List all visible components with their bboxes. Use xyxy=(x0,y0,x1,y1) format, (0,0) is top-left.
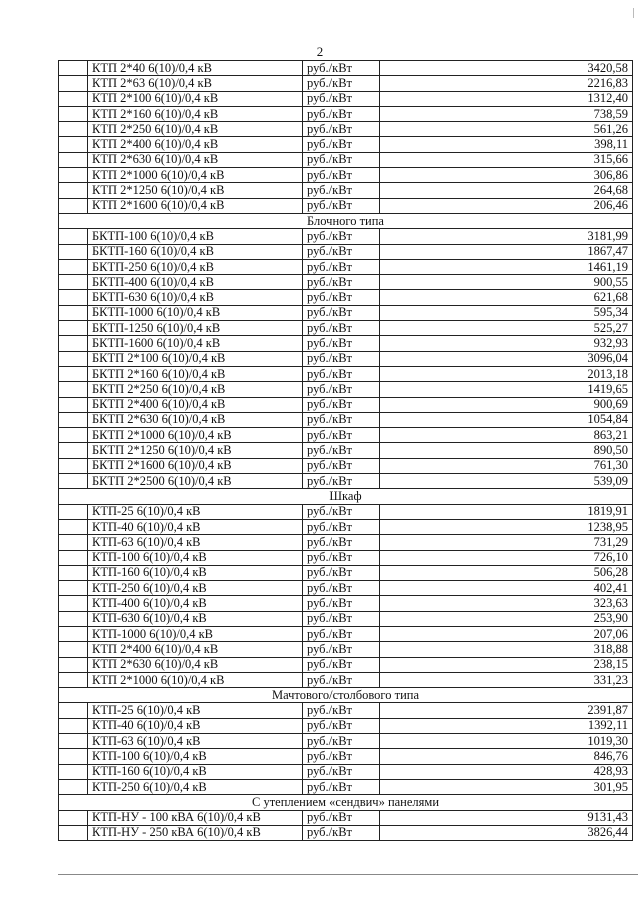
unit-cell: руб./кВт xyxy=(303,810,380,825)
table-row xyxy=(59,106,633,121)
blank-cell xyxy=(59,642,88,657)
blank-cell xyxy=(59,397,88,412)
unit-cell: руб./кВт xyxy=(303,764,380,779)
table-row xyxy=(59,61,633,76)
rate-value-cell: 900,69 xyxy=(380,397,633,412)
unit-cell: руб./кВт xyxy=(303,321,380,336)
equipment-name-cell: КТП-100 6(10)/0,4 кВ xyxy=(88,550,303,565)
table-row xyxy=(59,229,633,244)
rate-value-cell: 1238,95 xyxy=(380,519,633,534)
rate-value-cell: 264,68 xyxy=(380,183,633,198)
equipment-name-cell: КТП 2*1000 6(10)/0,4 кВ xyxy=(88,672,303,687)
unit-cell: руб./кВт xyxy=(303,718,380,733)
rate-value-cell: 738,59 xyxy=(380,106,633,121)
equipment-name-cell: БКТП 2*1250 6(10)/0,4 кВ xyxy=(88,443,303,458)
table-row xyxy=(59,412,633,427)
equipment-name-cell: БКТП-1250 6(10)/0,4 кВ xyxy=(88,321,303,336)
rate-value-cell: 932,93 xyxy=(380,336,633,351)
table-row xyxy=(59,734,633,749)
unit-cell: руб./кВт xyxy=(303,535,380,550)
equipment-name-cell: КТП-40 6(10)/0,4 кВ xyxy=(88,519,303,534)
table-row xyxy=(59,305,633,320)
rate-value-cell: 323,63 xyxy=(380,596,633,611)
unit-cell: руб./кВт xyxy=(303,76,380,91)
section-title: Блочного типа xyxy=(59,213,633,228)
rate-value-cell: 595,34 xyxy=(380,305,633,320)
blank-cell xyxy=(59,321,88,336)
equipment-name-cell: БКТП-1000 6(10)/0,4 кВ xyxy=(88,305,303,320)
blank-cell xyxy=(59,366,88,381)
rate-value-cell: 301,95 xyxy=(380,779,633,794)
rate-value-cell: 1867,47 xyxy=(380,244,633,259)
unit-cell: руб./кВт xyxy=(303,91,380,106)
rate-value-cell: 890,50 xyxy=(380,443,633,458)
blank-cell xyxy=(59,764,88,779)
blank-cell xyxy=(59,275,88,290)
rate-value-cell: 428,93 xyxy=(380,764,633,779)
blank-cell xyxy=(59,229,88,244)
equipment-name-cell: КТП 2*630 6(10)/0,4 кВ xyxy=(88,152,303,167)
table-row xyxy=(59,290,633,305)
equipment-name-cell: КТП-25 6(10)/0,4 кВ xyxy=(88,504,303,519)
table-row xyxy=(59,535,633,550)
blank-cell xyxy=(59,565,88,580)
rate-value-cell: 863,21 xyxy=(380,428,633,443)
blank-cell xyxy=(59,290,88,305)
unit-cell: руб./кВт xyxy=(303,428,380,443)
rate-value-cell: 2391,87 xyxy=(380,703,633,718)
unit-cell: руб./кВт xyxy=(303,703,380,718)
table-row xyxy=(59,122,633,137)
unit-cell: руб./кВт xyxy=(303,61,380,76)
rate-value-cell: 3181,99 xyxy=(380,229,633,244)
unit-cell: руб./кВт xyxy=(303,259,380,274)
table-row xyxy=(59,336,633,351)
blank-cell xyxy=(59,259,88,274)
blank-cell xyxy=(59,703,88,718)
equipment-name-cell: БКТП-100 6(10)/0,4 кВ xyxy=(88,229,303,244)
blank-cell xyxy=(59,611,88,626)
blank-cell xyxy=(59,351,88,366)
equipment-name-cell: КТП-НУ - 250 кВА 6(10)/0,4 кВ xyxy=(88,825,303,840)
blank-cell xyxy=(59,458,88,473)
section-header-row xyxy=(59,688,633,703)
equipment-name-cell: КТП 2*63 6(10)/0,4 кВ xyxy=(88,76,303,91)
blank-cell xyxy=(59,734,88,749)
equipment-name-cell: БКТП-250 6(10)/0,4 кВ xyxy=(88,259,303,274)
rate-value-cell: 331,23 xyxy=(380,672,633,687)
blank-cell xyxy=(59,504,88,519)
equipment-name-cell: КТП 2*630 6(10)/0,4 кВ xyxy=(88,657,303,672)
blank-cell xyxy=(59,183,88,198)
unit-cell: руб./кВт xyxy=(303,596,380,611)
table-row xyxy=(59,672,633,687)
unit-cell: руб./кВт xyxy=(303,504,380,519)
unit-cell: руб./кВт xyxy=(303,137,380,152)
blank-cell xyxy=(59,168,88,183)
section-title: С утеплением «сендвич» панелями xyxy=(59,795,633,810)
table-row xyxy=(59,764,633,779)
blank-cell xyxy=(59,443,88,458)
equipment-name-cell: КТП 2*160 6(10)/0,4 кВ xyxy=(88,106,303,121)
equipment-name-cell: КТП 2*250 6(10)/0,4 кВ xyxy=(88,122,303,137)
blank-cell xyxy=(59,336,88,351)
section-title: Шкаф xyxy=(59,489,633,504)
blank-cell xyxy=(59,106,88,121)
blank-cell xyxy=(59,122,88,137)
table-row xyxy=(59,626,633,641)
rate-value-cell: 846,76 xyxy=(380,749,633,764)
rate-value-cell: 1392,11 xyxy=(380,718,633,733)
rate-value-cell: 1019,30 xyxy=(380,734,633,749)
blank-cell xyxy=(59,535,88,550)
table-row xyxy=(59,565,633,580)
rate-value-cell: 306,86 xyxy=(380,168,633,183)
equipment-name-cell: БКТП 2*160 6(10)/0,4 кВ xyxy=(88,366,303,381)
page-edge-mark xyxy=(633,8,634,18)
equipment-name-cell: КТП-250 6(10)/0,4 кВ xyxy=(88,779,303,794)
rate-value-cell: 3826,44 xyxy=(380,825,633,840)
table-row xyxy=(59,611,633,626)
rate-value-cell: 561,26 xyxy=(380,122,633,137)
blank-cell xyxy=(59,672,88,687)
blank-cell xyxy=(59,825,88,840)
table-row xyxy=(59,749,633,764)
equipment-name-cell: БКТП-1600 6(10)/0,4 кВ xyxy=(88,336,303,351)
unit-cell: руб./кВт xyxy=(303,382,380,397)
equipment-name-cell: БКТП 2*630 6(10)/0,4 кВ xyxy=(88,412,303,427)
equipment-name-cell: БКТП-400 6(10)/0,4 кВ xyxy=(88,275,303,290)
rate-value-cell: 207,06 xyxy=(380,626,633,641)
equipment-name-cell: БКТП 2*1000 6(10)/0,4 кВ xyxy=(88,428,303,443)
blank-cell xyxy=(59,474,88,489)
table-row xyxy=(59,275,633,290)
unit-cell: руб./кВт xyxy=(303,275,380,290)
blank-cell xyxy=(59,550,88,565)
table-row xyxy=(59,642,633,657)
unit-cell: руб./кВт xyxy=(303,749,380,764)
page-number: 2 xyxy=(316,44,324,59)
rate-value-cell: 1419,65 xyxy=(380,382,633,397)
rate-value-cell: 398,11 xyxy=(380,137,633,152)
rate-value-cell: 1312,40 xyxy=(380,91,633,106)
blank-cell xyxy=(59,749,88,764)
table-row xyxy=(59,443,633,458)
equipment-name-cell: БКТП-160 6(10)/0,4 кВ xyxy=(88,244,303,259)
table-row xyxy=(59,550,633,565)
equipment-name-cell: БКТП 2*1600 6(10)/0,4 кВ xyxy=(88,458,303,473)
unit-cell: руб./кВт xyxy=(303,412,380,427)
blank-cell xyxy=(59,244,88,259)
blank-cell xyxy=(59,596,88,611)
rate-value-cell: 731,29 xyxy=(380,535,633,550)
rate-value-cell: 238,15 xyxy=(380,657,633,672)
equipment-name-cell: БКТП 2*2500 6(10)/0,4 кВ xyxy=(88,474,303,489)
equipment-name-cell: КТП-25 6(10)/0,4 кВ xyxy=(88,703,303,718)
blank-cell xyxy=(59,718,88,733)
equipment-name-cell: КТП 2*1600 6(10)/0,4 кВ xyxy=(88,198,303,213)
section-title: Мачтового/столбового типа xyxy=(59,688,633,703)
bottom-rule xyxy=(58,874,638,875)
table-row xyxy=(59,474,633,489)
unit-cell: руб./кВт xyxy=(303,397,380,412)
blank-cell xyxy=(59,382,88,397)
equipment-name-cell: КТП 2*100 6(10)/0,4 кВ xyxy=(88,91,303,106)
blank-cell xyxy=(59,305,88,320)
table-row xyxy=(59,183,633,198)
rate-value-cell: 761,30 xyxy=(380,458,633,473)
table-row xyxy=(59,382,633,397)
table-row xyxy=(59,244,633,259)
unit-cell: руб./кВт xyxy=(303,122,380,137)
rate-value-cell: 402,41 xyxy=(380,581,633,596)
blank-cell xyxy=(59,626,88,641)
rate-value-cell: 206,46 xyxy=(380,198,633,213)
blank-cell xyxy=(59,412,88,427)
blank-cell xyxy=(59,657,88,672)
unit-cell: руб./кВт xyxy=(303,550,380,565)
equipment-name-cell: БКТП 2*100 6(10)/0,4 кВ xyxy=(88,351,303,366)
table-row xyxy=(59,718,633,733)
rate-value-cell: 9131,43 xyxy=(380,810,633,825)
unit-cell: руб./кВт xyxy=(303,229,380,244)
blank-cell xyxy=(59,581,88,596)
unit-cell: руб./кВт xyxy=(303,581,380,596)
table-row xyxy=(59,810,633,825)
rate-value-cell: 3420,58 xyxy=(380,61,633,76)
blank-cell xyxy=(59,137,88,152)
blank-cell xyxy=(59,810,88,825)
table-row xyxy=(59,397,633,412)
equipment-name-cell: БКТП-630 6(10)/0,4 кВ xyxy=(88,290,303,305)
unit-cell: руб./кВт xyxy=(303,183,380,198)
table-row xyxy=(59,152,633,167)
equipment-name-cell: БКТП 2*250 6(10)/0,4 кВ xyxy=(88,382,303,397)
rate-value-cell: 1819,91 xyxy=(380,504,633,519)
rate-value-cell: 621,68 xyxy=(380,290,633,305)
unit-cell: руб./кВт xyxy=(303,305,380,320)
equipment-name-cell: КТП-100 6(10)/0,4 кВ xyxy=(88,749,303,764)
table-row xyxy=(59,596,633,611)
blank-cell xyxy=(59,61,88,76)
unit-cell: руб./кВт xyxy=(303,611,380,626)
rate-value-cell: 318,88 xyxy=(380,642,633,657)
blank-cell xyxy=(59,779,88,794)
unit-cell: руб./кВт xyxy=(303,443,380,458)
equipment-name-cell: КТП-400 6(10)/0,4 кВ xyxy=(88,596,303,611)
table-row xyxy=(59,366,633,381)
unit-cell: руб./кВт xyxy=(303,825,380,840)
table-row xyxy=(59,703,633,718)
equipment-name-cell: КТП-630 6(10)/0,4 кВ xyxy=(88,611,303,626)
tariff-table-body xyxy=(59,61,633,841)
rate-value-cell: 1461,19 xyxy=(380,259,633,274)
blank-cell xyxy=(59,428,88,443)
rate-value-cell: 1054,84 xyxy=(380,412,633,427)
equipment-name-cell: КТП 2*1000 6(10)/0,4 кВ xyxy=(88,168,303,183)
unit-cell: руб./кВт xyxy=(303,106,380,121)
table-row xyxy=(59,657,633,672)
unit-cell: руб./кВт xyxy=(303,565,380,580)
unit-cell: руб./кВт xyxy=(303,626,380,641)
equipment-name-cell: КТП-1000 6(10)/0,4 кВ xyxy=(88,626,303,641)
blank-cell xyxy=(59,198,88,213)
table-row xyxy=(59,259,633,274)
table-row xyxy=(59,198,633,213)
table-row xyxy=(59,321,633,336)
table-row xyxy=(59,351,633,366)
rate-value-cell: 315,66 xyxy=(380,152,633,167)
unit-cell: руб./кВт xyxy=(303,198,380,213)
section-header-row xyxy=(59,795,633,810)
equipment-name-cell: КТП 2*400 6(10)/0,4 кВ xyxy=(88,642,303,657)
rate-value-cell: 539,09 xyxy=(380,474,633,489)
rate-value-cell: 525,27 xyxy=(380,321,633,336)
unit-cell: руб./кВт xyxy=(303,672,380,687)
equipment-name-cell: БКТП 2*400 6(10)/0,4 кВ xyxy=(88,397,303,412)
blank-cell xyxy=(59,152,88,167)
table-row xyxy=(59,519,633,534)
rate-value-cell: 253,90 xyxy=(380,611,633,626)
unit-cell: руб./кВт xyxy=(303,366,380,381)
table-row xyxy=(59,91,633,106)
rate-value-cell: 2013,18 xyxy=(380,366,633,381)
unit-cell: руб./кВт xyxy=(303,152,380,167)
equipment-name-cell: КТП-250 6(10)/0,4 кВ xyxy=(88,581,303,596)
equipment-name-cell: КТП-63 6(10)/0,4 кВ xyxy=(88,535,303,550)
equipment-name-cell: КТП-63 6(10)/0,4 кВ xyxy=(88,734,303,749)
unit-cell: руб./кВт xyxy=(303,657,380,672)
rate-value-cell: 506,28 xyxy=(380,565,633,580)
unit-cell: руб./кВт xyxy=(303,779,380,794)
equipment-name-cell: КТП-40 6(10)/0,4 кВ xyxy=(88,718,303,733)
blank-cell xyxy=(59,76,88,91)
rate-value-cell: 3096,04 xyxy=(380,351,633,366)
unit-cell: руб./кВт xyxy=(303,519,380,534)
table-row xyxy=(59,458,633,473)
rate-value-cell: 726,10 xyxy=(380,550,633,565)
table-row xyxy=(59,428,633,443)
unit-cell: руб./кВт xyxy=(303,244,380,259)
unit-cell: руб./кВт xyxy=(303,336,380,351)
unit-cell: руб./кВт xyxy=(303,351,380,366)
unit-cell: руб./кВт xyxy=(303,474,380,489)
section-header-row xyxy=(59,489,633,504)
table-row xyxy=(59,168,633,183)
tariff-table xyxy=(58,60,633,841)
unit-cell: руб./кВт xyxy=(303,290,380,305)
rate-value-cell: 900,55 xyxy=(380,275,633,290)
equipment-name-cell: КТП 2*400 6(10)/0,4 кВ xyxy=(88,137,303,152)
table-row xyxy=(59,779,633,794)
equipment-name-cell: КТП 2*40 6(10)/0,4 кВ xyxy=(88,61,303,76)
table-row xyxy=(59,137,633,152)
blank-cell xyxy=(59,519,88,534)
unit-cell: руб./кВт xyxy=(303,642,380,657)
table-row xyxy=(59,504,633,519)
unit-cell: руб./кВт xyxy=(303,168,380,183)
equipment-name-cell: КТП-160 6(10)/0,4 кВ xyxy=(88,764,303,779)
table-row xyxy=(59,581,633,596)
unit-cell: руб./кВт xyxy=(303,734,380,749)
equipment-name-cell: КТП-160 6(10)/0,4 кВ xyxy=(88,565,303,580)
table-row xyxy=(59,76,633,91)
equipment-name-cell: КТП 2*1250 6(10)/0,4 кВ xyxy=(88,183,303,198)
equipment-name-cell: КТП-НУ - 100 кВА 6(10)/0,4 кВ xyxy=(88,810,303,825)
section-header-row xyxy=(59,213,633,228)
table-row xyxy=(59,825,633,840)
unit-cell: руб./кВт xyxy=(303,458,380,473)
blank-cell xyxy=(59,91,88,106)
rate-value-cell: 2216,83 xyxy=(380,76,633,91)
